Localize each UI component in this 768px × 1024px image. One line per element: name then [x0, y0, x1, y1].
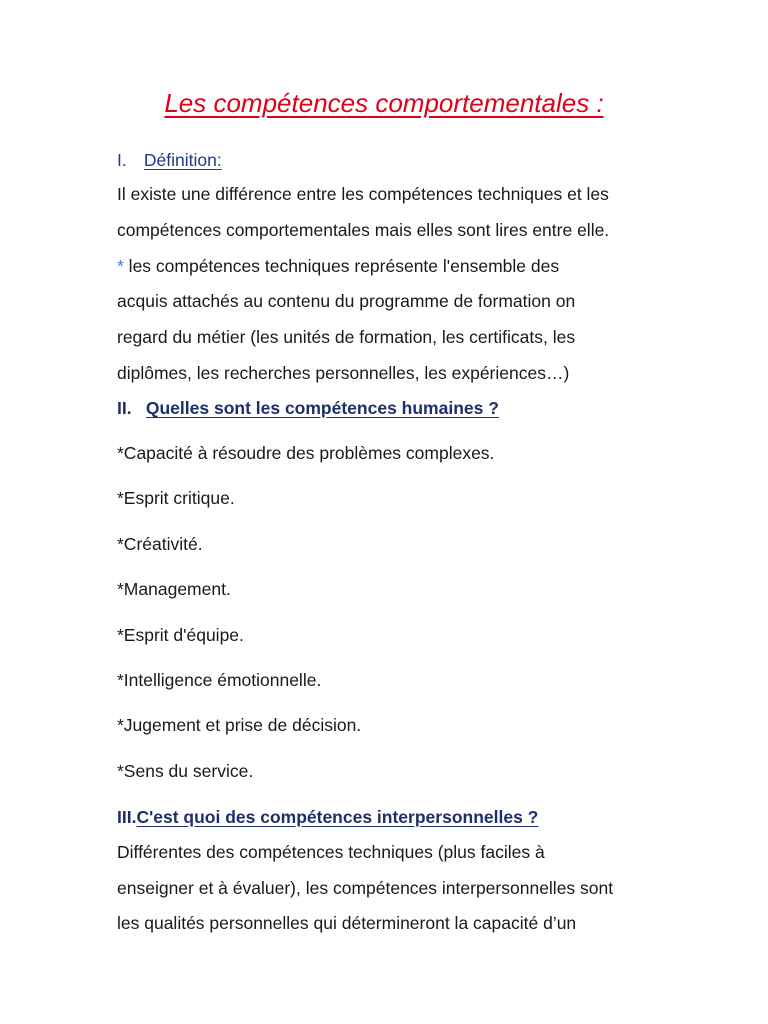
section-3-heading	[117, 806, 538, 828]
section-2-title: Quelles sont les compétences humaines ?	[145, 398, 499, 418]
list-item: *Esprit critique.	[117, 488, 235, 508]
list-item: *Sens du service.	[117, 761, 254, 781]
section-1-title: Définition:	[143, 150, 222, 170]
list-item: *Capacité à résoudre des problèmes complexes.	[117, 443, 495, 463]
section-2-heading	[117, 397, 499, 419]
section-3-title: C'est quoi des compétences interpersonnelles ?	[136, 807, 539, 827]
document-title: Les compétences comportementales :	[164, 88, 604, 118]
bullet-text: les compétences techniques représente l'ensemble des	[123, 256, 560, 276]
list-item: *Intelligence émotionnelle.	[117, 670, 322, 690]
section-1-paragraph-line: Il existe une différence entre les compétences techniques et les	[117, 184, 609, 204]
section-3-paragraph-line: les qualités personnelles qui détermineront la capacité d’un	[117, 913, 577, 933]
section-3-number: III.	[117, 807, 137, 827]
section-1-bullet-line: diplômes, les recherches personnelles, les expériences…)	[117, 363, 570, 383]
bullet-star: *	[117, 256, 124, 276]
list-item: *Créativité.	[117, 534, 203, 554]
section-3-paragraph-line: enseigner et à évaluer), les compétences interpersonnelles sont	[117, 878, 614, 898]
section-1-paragraph-line: compétences comportementales mais elles sont lires entre elle.	[117, 220, 610, 240]
section-1-bullet-line: regard du métier (les unités de formation, les certificats, les	[117, 327, 576, 347]
section-3-paragraph-line: Différentes des compétences techniques (plus faciles à	[117, 842, 545, 862]
section-1-bullet-line: acquis attachés au contenu du programme de formation on	[117, 291, 576, 311]
section-1-bullet-line	[117, 255, 559, 277]
list-item: *Management.	[117, 579, 231, 599]
list-item: *Esprit d'équipe.	[117, 625, 244, 645]
section-1-heading	[117, 149, 222, 171]
section-1-number: I.	[117, 150, 127, 170]
list-item: *Jugement et prise de décision.	[117, 715, 362, 735]
section-2-number: II.	[117, 398, 132, 418]
